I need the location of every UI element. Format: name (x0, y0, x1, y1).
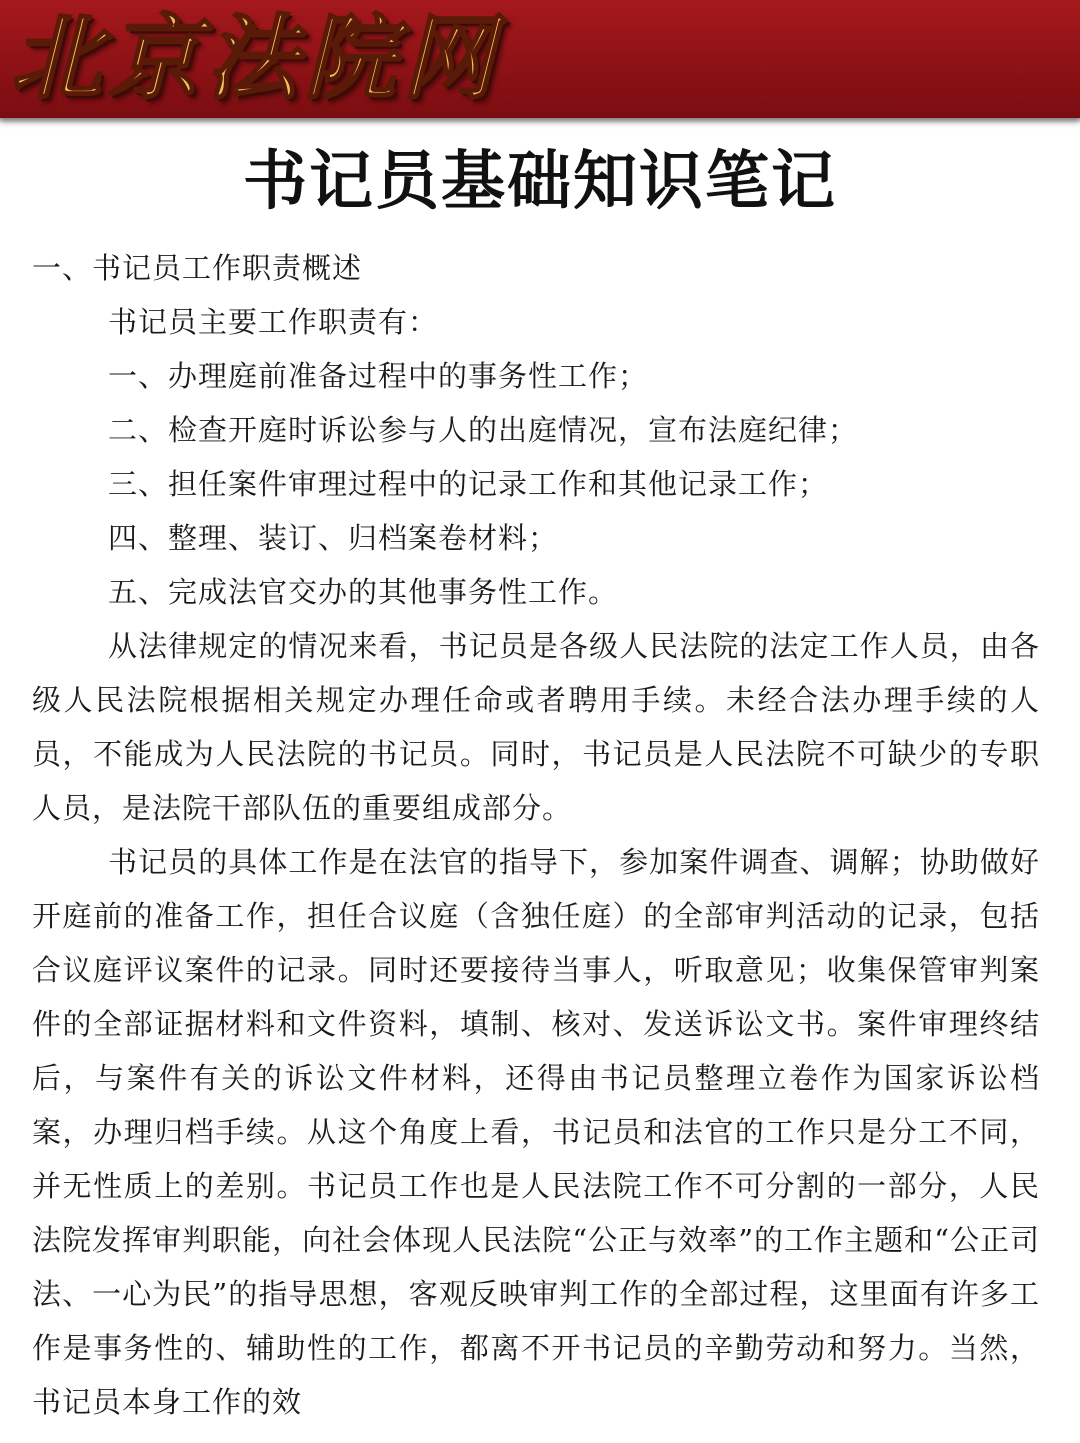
page-title: 书记员基础知识笔记 (243, 145, 837, 219)
site-logo[interactable]: 北京法院网 (10, 4, 501, 112)
duty-item: 一、办理庭前准备过程中的事务性工作； (108, 359, 649, 393)
duty-item: 四、整理、装订、归档案卷材料； (108, 521, 559, 555)
body-paragraph: 从法律规定的情况来看，书记员是各级人民法院的法定工作人员，由各级人民法院根据相关规定办理任命或者聘用手续。未经合法办理手续的人员，不能成为人民法院的书记员。同时，书记员是人民法院不可缺少的专职人员，是法院干部队伍的重要组成部分。 (32, 629, 1040, 825)
duties-intro: 书记员主要工作职责有： (108, 305, 439, 339)
duty-item: 五、完成法官交办的其他事务性工作。 (108, 575, 619, 609)
body-paragraph: 书记员的具体工作是在法官的指导下，参加案件调查、调解；协助做好开庭前的准备工作，担任合议庭（含独任庭）的全部审判活动的记录，包括合议庭评议案件的记录。同时还要接待当事人，听取意见；收集保管审判案件的全部证据材料和文件资料，填制、核对、发送诉讼文书。案件审理终结后，与案件有关的诉讼文件材料，还得由书记员整理立卷作为国家诉讼档案，办理归档手续。从这个角度上看，书记员和法官的工作只是分工不同，并无性质上的差别。书记员工作也是人民法院工作不可分割的一部分，人民法院发挥审判职能，向社会体现人民法院“公正与效率”的工作主题和“公正司法、一心为民”的指导思想，客观反映审判工作的全部过程，这里面有许多工作是事务性的、辅助性的工作，都离不开书记员的辛勤劳动和努力。当然，书记员本身工作的效 (32, 845, 1040, 1419)
duty-item: 三、担任案件审理过程中的记录工作和其他记录工作； (108, 467, 829, 501)
document-body (32, 241, 1040, 1429)
site-banner (0, 0, 1080, 118)
duty-item: 二、检查开庭时诉讼参与人的出庭情况，宣布法庭纪律； (108, 413, 859, 447)
section-heading: 一、书记员工作职责概述 (32, 251, 363, 285)
